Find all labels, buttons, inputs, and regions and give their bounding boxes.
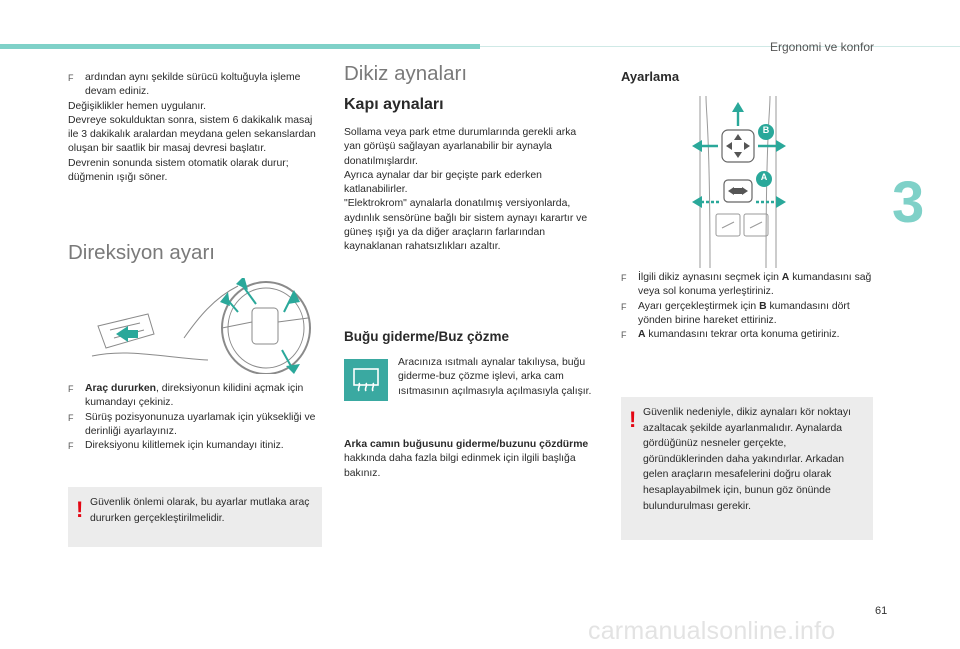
section-title: Ergonomi ve konfor xyxy=(769,40,874,54)
mirrors-heading: Dikiz aynaları xyxy=(344,62,468,85)
warning-text: Güvenlik önlemi olarak, bu ayarlar mutlaka araç dururken gerçekleştirilmelidir. xyxy=(90,497,310,524)
rear-defrost-icon xyxy=(344,359,388,401)
mirror-control-illustration xyxy=(686,96,790,268)
list-item: F Direksiyonu kilitlemek için kumandayı itiniz. xyxy=(68,439,326,453)
list-item: F İlgili dikiz aynasını seçmek için A kumandasını sağ veya sol konuma yerleştiriniz. xyxy=(621,272,872,298)
defrost-heading-wrap xyxy=(344,329,509,344)
chapter-number: 3 xyxy=(892,170,925,235)
steering-heading: Direksiyon ayarı xyxy=(68,241,215,264)
bullet-marker-icon: F xyxy=(68,384,74,394)
paragraph: Ayrıca aynalar dar bir geçişte park ederken katlanabilirler. xyxy=(344,169,542,196)
defrost-text: Aracınıza ısıtmalı aynalar takılıysa, buğu giderme-buz çözme işlevi, arka cam ısıtmasının açılmasıyla açılmasıyla çalışır. xyxy=(398,357,592,397)
left-column xyxy=(68,71,324,185)
list-item: F A kumandasını tekrar orta konuma getiriniz. xyxy=(621,328,879,342)
steering-warning-box xyxy=(68,487,322,547)
steering-adjustment-illustration xyxy=(88,278,324,374)
label-a: A xyxy=(760,172,768,182)
warning-icon: ! xyxy=(76,497,84,522)
mirror-instructions xyxy=(621,271,879,342)
bullet-marker-icon: F xyxy=(68,73,74,83)
header-divider xyxy=(480,46,960,47)
watermark: carmanualsonline.info xyxy=(588,617,836,645)
paragraph: Devrenin sonunda sistem otomatik olarak durur; düğmenin ışığı söner. xyxy=(68,157,289,184)
adjustment-heading: Ayarlama xyxy=(621,69,680,84)
paragraph: Sollama veya park etme durumlarında gerekli arka yan görüşü sağlayan ayarlanabilir bir aynayla donatılmışlardır. xyxy=(344,127,577,167)
page-number: 61 xyxy=(875,605,888,617)
label-b: B xyxy=(762,125,770,135)
steering-heading-wrap xyxy=(68,241,215,265)
mirror-warning-box xyxy=(621,397,873,540)
bullet-marker-icon: F xyxy=(68,412,74,423)
bullet-marker-icon: F xyxy=(621,301,627,312)
steering-instructions xyxy=(68,382,326,453)
paragraph: Değişiklikler hemen uygulanır. xyxy=(68,100,207,112)
bullet-marker-icon: F xyxy=(621,273,627,283)
paragraph: Devreye sokulduktan sonra, sistem 6 dakikalık masaj ile 3 dakikalık aralardan meydana gelen sekanslardan oluşan bir saatlik bir masaj devresi başlatır. xyxy=(68,114,316,155)
defrost-text-wrap xyxy=(398,356,592,399)
door-mirrors-heading: Kapı aynaları xyxy=(344,96,444,113)
middle-column xyxy=(344,62,594,255)
adjustment-heading-wrap xyxy=(621,69,679,84)
reference-text: Arka camın buğusunu giderme/buzunu çözdürme hakkında daha fazla bilgi edinmek için ilgili başlığa bakınız. xyxy=(344,439,589,479)
header-accent-bar xyxy=(0,44,480,49)
warning-text: Güvenlik nedeniyle, dikiz aynaları kör noktayı azaltacak şekilde ayarlanmalıdır. Aynalarda gördüğünüz nesneler gerçekte, göründüklerinden daha yakındırlar. Arkadan gelen araçların mesafelerini doğru olarak hesaplayabilmek için, bunun göz önünde bulundurulması gerekir. xyxy=(643,407,851,512)
warning-icon: ! xyxy=(629,407,637,432)
bullet-marker-icon: F xyxy=(68,441,74,452)
bullet-marker-icon: F xyxy=(621,330,627,341)
paragraph: "Elektrokrom" aynalarla donatılmış versiyonlarda, aydınlık sensörüne bağlı bir sistem aynayı karartır ve güneş ışığı ya da diğer araçların farlarından kaynaklanan rahatsızlıkları azaltır. xyxy=(344,198,588,253)
defrost-heading: Buğu giderme/Buz çözme xyxy=(344,329,510,344)
list-item: F Sürüş pozisyonunuza uyarlamak için yüksekliği ve derinliği ayarlayınız. xyxy=(68,411,316,437)
bullet-intro: F ardından aynı şekilde sürücü koltuğuyla işleme devam ediniz. xyxy=(68,72,301,98)
list-item: F Ayarı gerçekleştirmek için B kumandasını dört yönden birine hareket ettiriniz. xyxy=(621,300,850,326)
list-item: F Araç dururken, direksiyonun kilidini açmak için kumandayı çekiniz. xyxy=(68,383,304,409)
chapter-tab[interactable] xyxy=(884,163,960,243)
defrost-reference xyxy=(344,438,592,481)
